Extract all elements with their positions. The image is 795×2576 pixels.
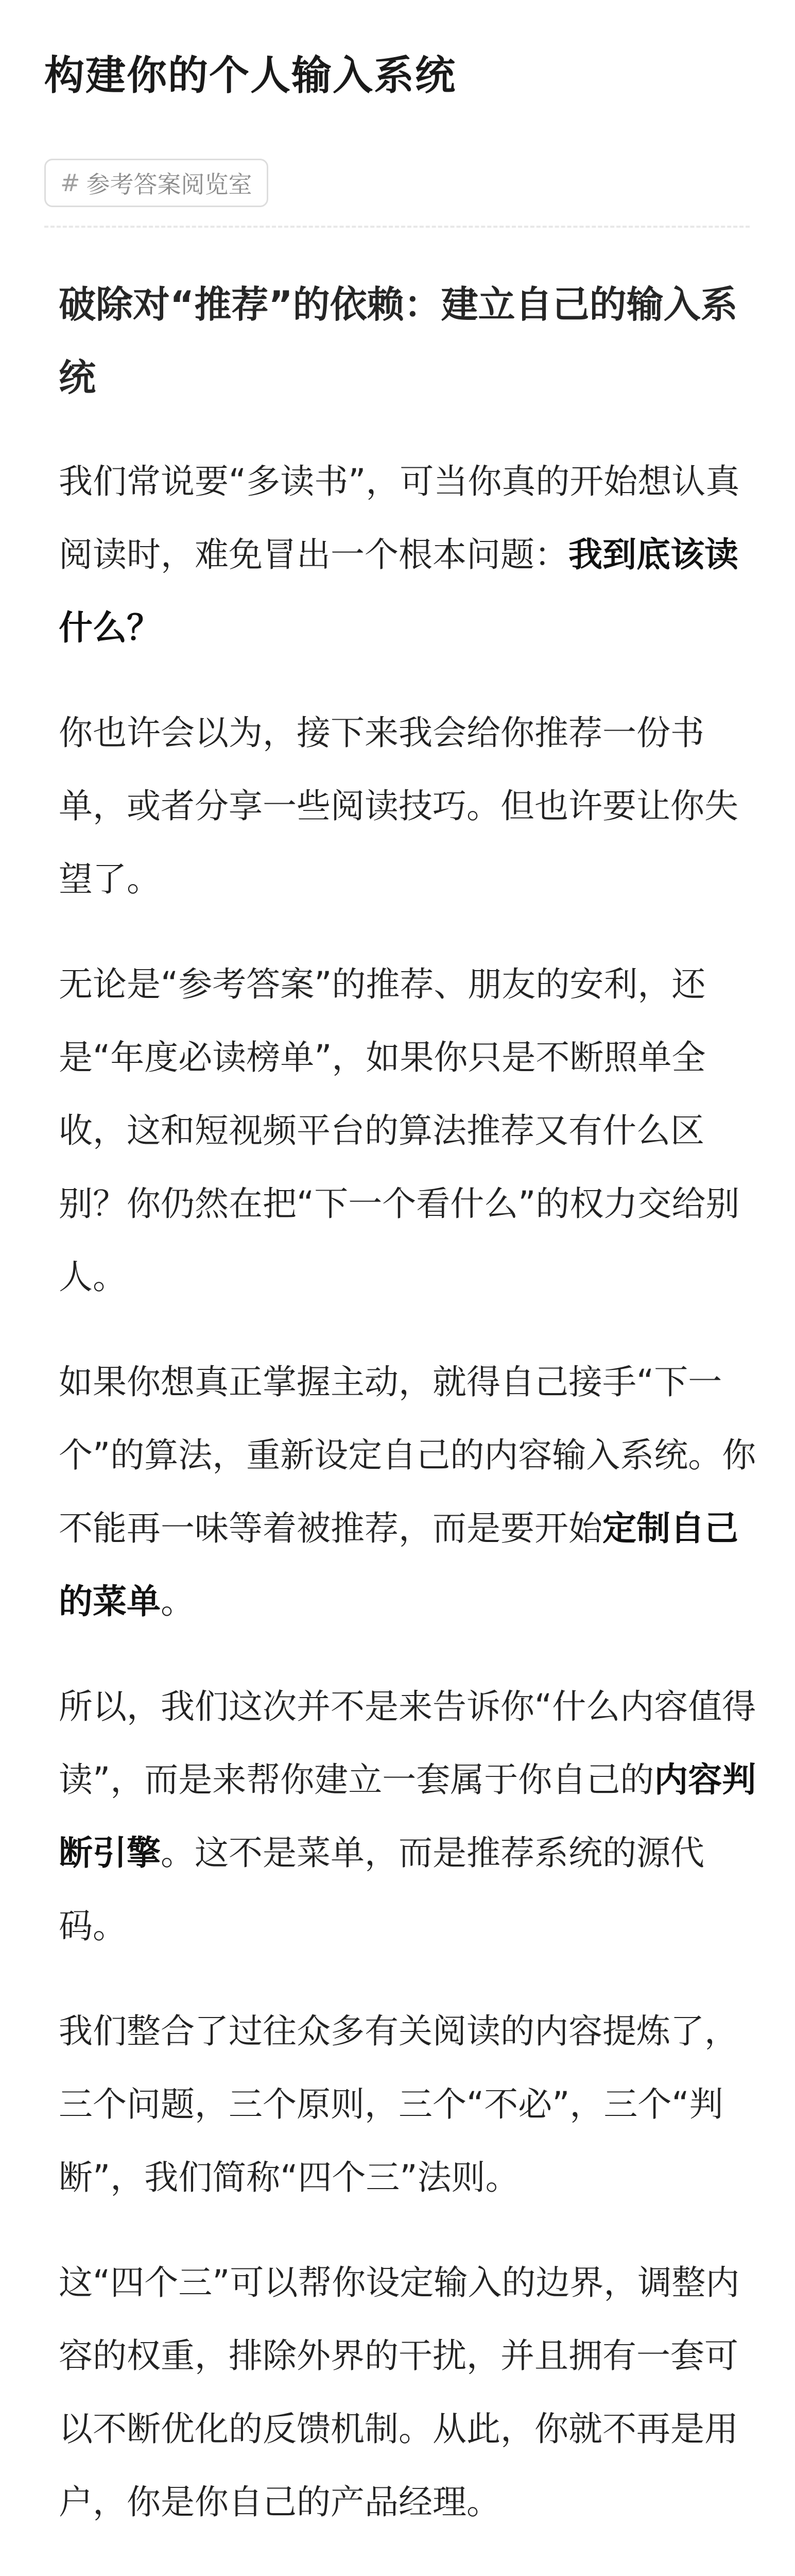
topic-tag[interactable]: [44, 159, 268, 207]
paragraph-text: 我们常说要“多读书”，可当你真的开始想认真阅读时，难免冒出一个根本问题：: [59, 462, 740, 574]
paragraph-after: 。: [161, 1582, 195, 1621]
paragraph-1: [59, 445, 759, 665]
paragraph-bold: 内容判断引擎: [59, 1760, 756, 1873]
hash-icon: #: [60, 169, 80, 197]
paragraph-text: 你也许会以为，接下来我会给你推荐一份书单，或者分享一些阅读技巧。但也许要让你失望了。: [59, 713, 738, 899]
paragraph-bold: 定制自己的菜单: [59, 1509, 738, 1621]
paragraph-text: 所以，我们这次并不是来告诉你“什么内容值得读”，而是来帮你建立一套属于你自己的: [59, 1687, 756, 1800]
dashed-divider: [44, 226, 750, 228]
section-heading: 破除对“推荐”的依赖：建立自己的输入系统: [59, 283, 738, 399]
paragraph-text: 如果你想真正掌握主动，就得自己接手“下一个”的算法，重新设定自己的内容输入系统。你不能再一味等着被推荐，而是要开始: [59, 1362, 756, 1548]
page-title: 构建你的个人输入系统: [44, 53, 457, 99]
paragraph-after: 。这不是菜单，而是推荐系统的源代码。: [59, 1833, 704, 1946]
article-body: [59, 268, 759, 2571]
paragraph-7: [59, 2246, 759, 2539]
paragraph-text: 无论是“参考答案”的推荐、朋友的安利，还是“年度必读榜单”，如果你只是不断照单全收，这和短视频平台的算法推荐又有什么区别？你仍然在把“下一个看什么”的权力交给别人。: [59, 964, 740, 1297]
paragraph-4: [59, 1346, 759, 1638]
paragraph-text: 这“四个三”可以帮你设定输入的边界，调整内容的权重，排除外界的干扰，并且拥有一套可以不断优化的反馈机制。从此，你就不再是用户，你是你自己的产品经理。: [59, 2263, 740, 2522]
paragraph-2: [59, 697, 759, 916]
topic-tag-label: 参考答案阅览室: [86, 171, 252, 198]
paragraph-6: [59, 1995, 759, 2214]
paragraph-bold: 我到底该读什么？: [59, 535, 738, 648]
paragraph-5: [59, 1670, 759, 1963]
paragraph-text: 我们整合了过往众多有关阅读的内容提炼了，三个问题，三个原则，三个“不必”，三个“判断”，我们简称“四个三”法则。: [59, 2011, 738, 2197]
paragraph-3: [59, 948, 759, 1314]
